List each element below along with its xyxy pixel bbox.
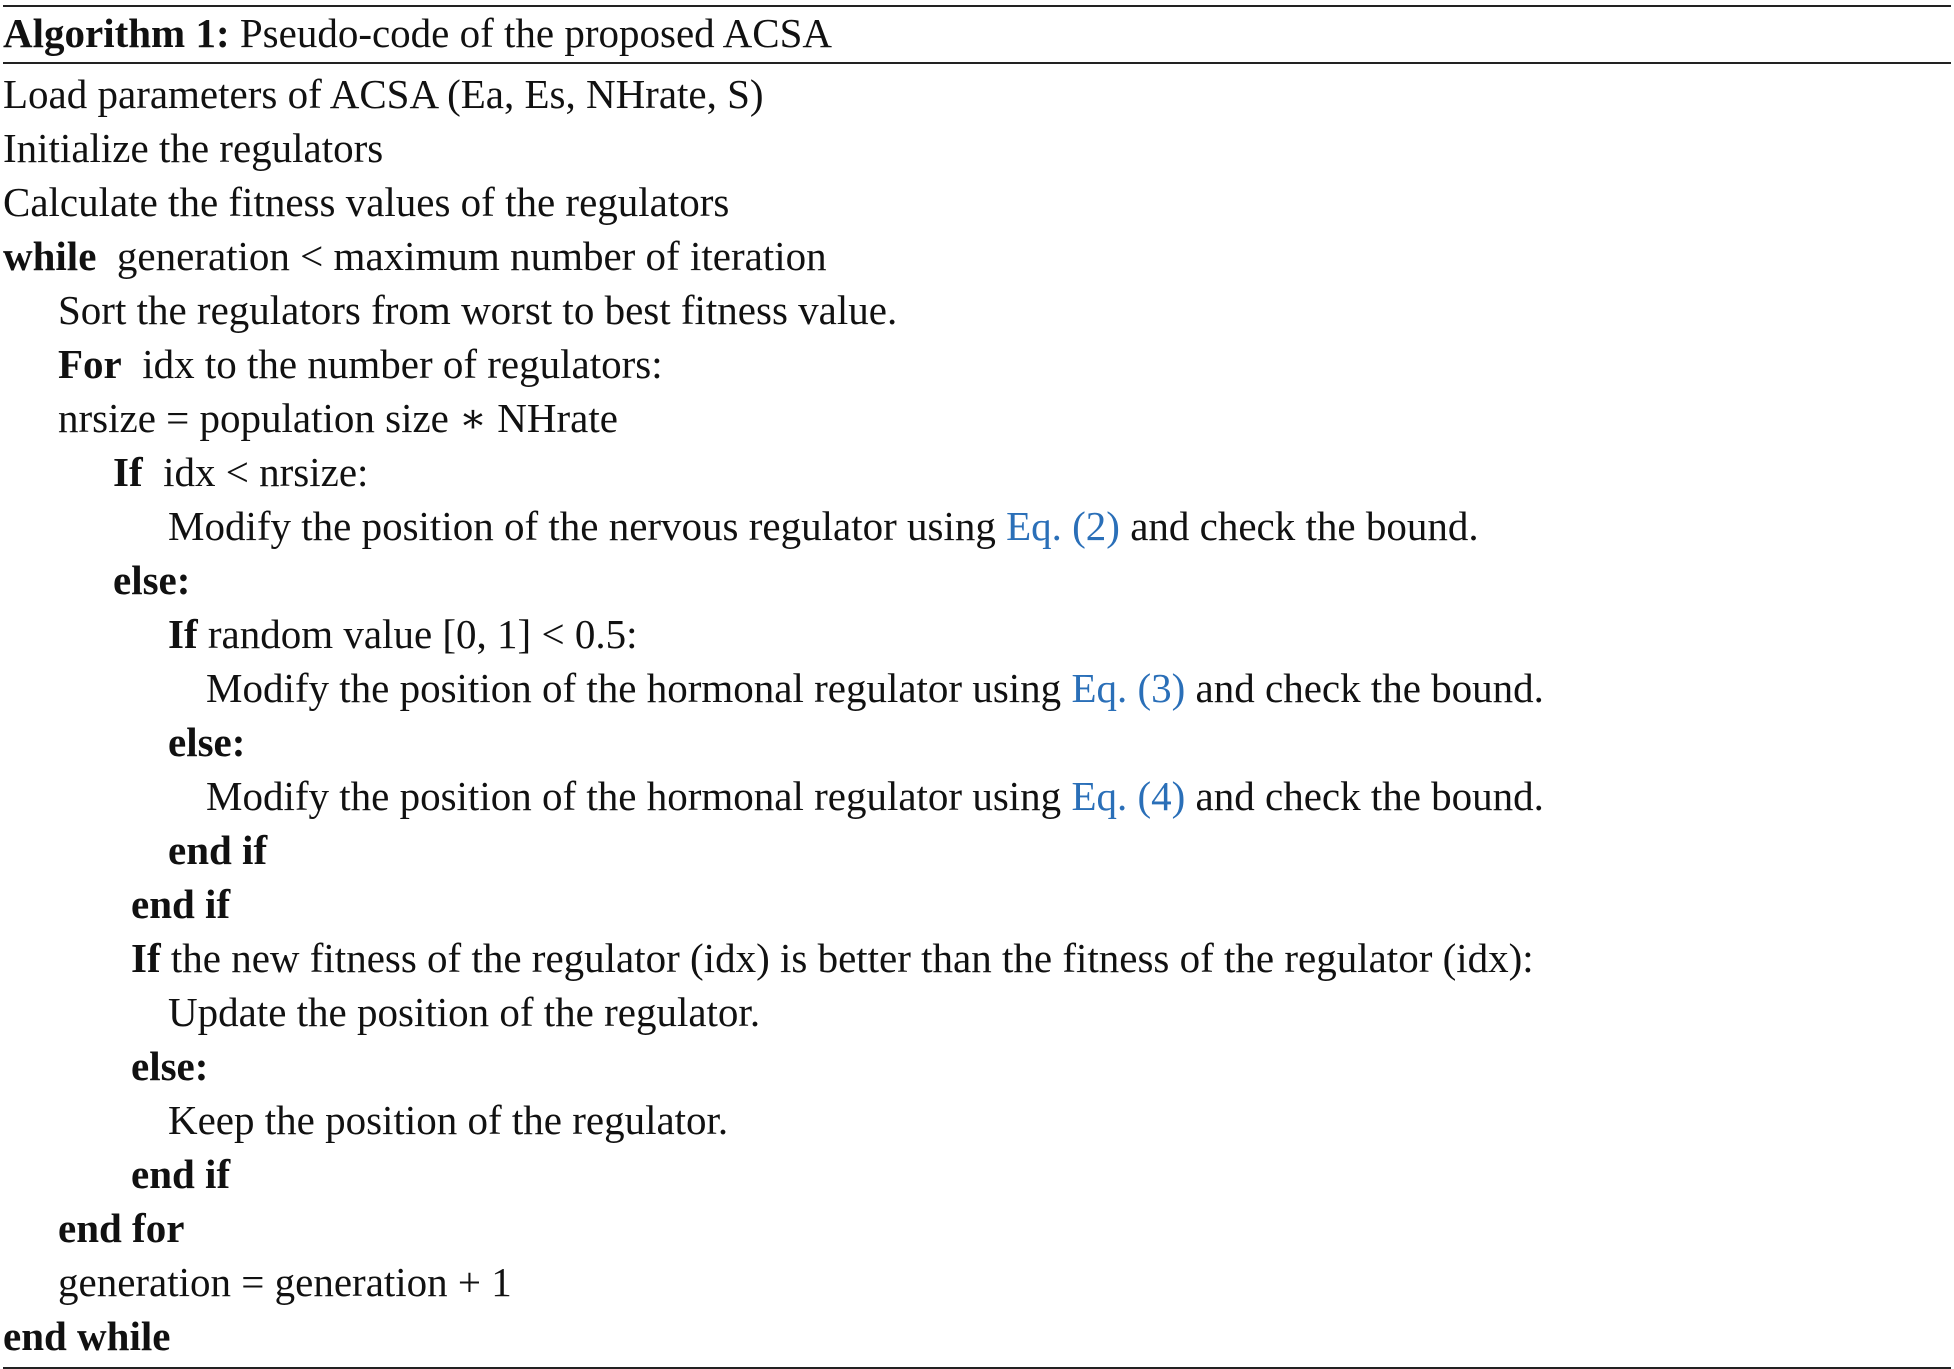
keyword: end while [3,1313,171,1359]
pseudocode-line [3,337,1951,391]
pseudocode-line [3,661,1951,715]
keyword: else: [168,719,246,765]
pseudocode-line [3,175,1951,229]
pseudocode-line [3,1309,1951,1363]
pseudocode-line [3,229,1951,283]
keyword: If [168,611,198,657]
line-text: idx < nrsize: [142,449,369,495]
pseudocode-line [3,769,1951,823]
pseudocode-line [3,1255,1951,1309]
algorithm-block [3,0,1951,1369]
line-text: Keep the position of the regulator. [168,1097,729,1143]
equation-link[interactable]: Eq. (4) [1071,773,1186,819]
pseudocode-line [3,445,1951,499]
line-text: random value [0, 1] < 0.5: [197,611,638,657]
line-text: and check the bound. [1185,665,1544,711]
pseudocode-line [3,553,1951,607]
pseudocode-line [3,1147,1951,1201]
line-text: Modify the position of the hormonal regulator using [206,773,1072,819]
pseudocode-line [3,931,1951,985]
keyword: else: [131,1043,209,1089]
line-text: generation < maximum number of iteration [96,233,827,279]
algorithm-label: Algorithm 1: [3,10,230,56]
keyword: If [131,935,161,981]
pseudocode-line [3,715,1951,769]
line-text: the new fitness of the regulator (idx) is better than the fitness of the regulator (idx): [160,935,1534,981]
pseudocode-line [3,283,1951,337]
keyword: else: [113,557,191,603]
pseudocode-line [3,1039,1951,1093]
line-text: Sort the regulators from worst to best fitness value. [58,287,898,333]
pseudocode-line [3,877,1951,931]
keyword: end for [58,1205,185,1251]
algorithm-body [3,64,1951,1363]
pseudocode-line [3,499,1951,553]
line-text: Modify the position of the hormonal regulator using [206,665,1072,711]
line-text: Load parameters of ACSA (Ea, Es, NHrate, S) [3,71,764,117]
line-text: and check the bound. [1185,773,1544,819]
pseudocode-line [3,985,1951,1039]
pseudocode-line [3,1201,1951,1255]
pseudocode-line [3,823,1951,877]
line-text: Modify the position of the nervous regulator using [168,503,1007,549]
pseudocode-line [3,1093,1951,1147]
keyword: end if [168,827,268,873]
keyword: while [3,233,97,279]
algorithm-title: Pseudo-code of the proposed ACSA [239,10,833,56]
keyword: If [113,449,143,495]
keyword: For [58,341,122,387]
algorithm-caption [3,7,1951,62]
pseudocode-line [3,391,1951,445]
line-text: Update the position of the regulator. [168,989,761,1035]
keyword: end if [131,1151,231,1197]
line-text: and check the bound. [1119,503,1479,549]
line-text: Calculate the fitness values of the regulators [3,179,730,225]
keyword: end if [131,881,231,927]
line-text: nrsize = population size ∗ NHrate [58,395,618,441]
line-text: generation = generation + 1 [58,1259,512,1305]
line-text: Initialize the regulators [3,125,384,171]
pseudocode-line [3,121,1951,175]
equation-link[interactable]: Eq. (3) [1071,665,1186,711]
equation-link[interactable]: Eq. (2) [1006,503,1120,549]
pseudocode-line [3,67,1951,121]
line-text: idx to the number of regulators: [121,341,663,387]
pseudocode-line [3,607,1951,661]
